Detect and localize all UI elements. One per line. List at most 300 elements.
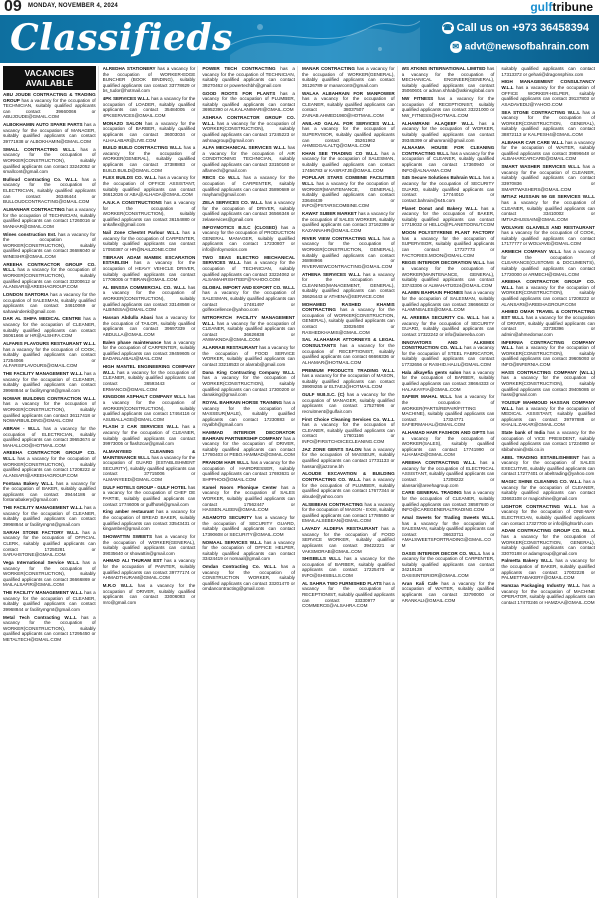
ad-company: HIGH MANTEL ENGINEERING COMPANY W.L.L (102, 364, 196, 375)
classified-columns (3, 66, 597, 898)
ad-text: has a vacancy for the occupation of SALESMAN, suitably qualified applicants can contact 17456783 or KASRATJE@GMAIL.COM (301, 150, 395, 173)
ad-text: has a vacancy for the occupation of CLEANER, suitably qualified applicants can contact 39968844 or facilitymgmt@gmail.com (3, 505, 96, 527)
classified-ad (3, 530, 96, 558)
ad-text: has a vacancy for the occupation of FOOD SERVICE WORKER, suitably qualified applicants can contact 33218533 or alarrab@gmail.com (202, 345, 295, 367)
classified-ad (302, 302, 395, 336)
classified-ad (103, 558, 196, 580)
ad-text: has a vacancy for the occupation of DRIVER, suitably qualified applicants can contact 33738396 or admin@ahmedomar.com (501, 315, 595, 337)
ad-text: has a vacancy for the occupation of CLEANER, suitably qualified applicants can contact 39968844 or facilitymgmt@gmail.com (3, 590, 96, 612)
ad-company: RBCS Co W.L.L (202, 175, 241, 181)
ad-text: has a vacancy for the occupation of CLEANER, suitably qualified applicants can contact 33663108 or magicshine@gmail.com (501, 479, 595, 501)
classified-ad (501, 583, 595, 605)
ad-company: 4PK SERVICES W.L.L (102, 96, 150, 102)
ad-text: has a vacancy for the occupation of COOK, suitably qualified applicants can contact 17254066 or ALFARISFLAVOURS@GMAIL.COM (3, 346, 96, 369)
classified-ad (202, 460, 295, 482)
classified-ad (402, 96, 495, 118)
classified-ad (103, 394, 196, 422)
ad-text: has a vacancy for the occupation of PLUMBER, suitably qualified applicants can contact 36952390 or ALKALANIMARI@GMAIL.COM (202, 90, 295, 113)
ad-text: has a vacancy for the occupation of CLEANER, suitably qualified applicants can contact 38037507 or ZAINAB.AHMED1980@HOTMAIL.COM (301, 96, 395, 118)
ad-company: ROYAL BAHRAIN HORSE TRAINING (202, 399, 283, 405)
ad-text: has a vacancy for the occupation of RECEPTIONIST, suitably qualified applicants can contact 66666336 or ALHAMAR@HOTMAIL.COM (301, 343, 395, 365)
classified-ad (302, 211, 395, 233)
classified-ad (302, 151, 395, 173)
classified-ad (202, 66, 295, 88)
ad-company: NOMAAL SERVICES W.L.L (202, 539, 262, 545)
ad-text: has a vacancy for the occupation of SECURITY GUARD, suitably qualified applicants can contact 17322242 or info@alareeba.com (401, 315, 495, 337)
ad-company: Vega International Service W.L.L (3, 559, 80, 565)
ad-text: has a vacancy for the occupation of SALES EXECUTIVE, suitably qualified applicants can contact 17277401 or abeltrading@yahoo.com (501, 454, 595, 477)
ad-text: has a vacancy for the occupation of BREAD BAKER, suitably qualified applicants can contact 33543431 or kingamber@gmail.com (102, 509, 196, 532)
ad-company: ALBAHAR CAR CARE W.L.L (501, 139, 564, 145)
ad-company: ALMANYEED CLEANING & MAINTENANCE W.L.L (102, 449, 196, 460)
ad-company: TWO SEAS ELECTRO MECHANICAL SERVICES W.L.L (202, 254, 295, 266)
classified-ad (202, 430, 295, 458)
ad-company: SMALL CONTRACTING W.L.L (3, 146, 76, 152)
ad-company: ARMECH COMPANY W.L.L (501, 249, 562, 255)
classified-ad (302, 471, 395, 499)
classified-ad (3, 207, 96, 229)
ad-company: Hala alkayefia gents salon (401, 369, 462, 375)
classified-ad (501, 164, 595, 192)
ad-text: has a vacancy for the occupation of CLEANER, suitably qualified applicants can contact 36061666 or HR@ALSHIFA.COM (3, 316, 96, 339)
masthead-logo (530, 0, 593, 14)
ad-company: Hamzaa Packaging Industry W.L.L (501, 583, 580, 589)
ad-company: SHOWATTIN SWEETS (102, 533, 153, 539)
classified-ad (402, 370, 495, 392)
ad-company: PREMIUM PRODUCTS TRADING W.L.L (301, 367, 395, 373)
ad-text: has a vacancy for the occupation of DRIVER, suitably qualified applicants can contact 33006083 or mro@gmail.com (102, 583, 196, 605)
classified-ad (402, 581, 495, 603)
ad-company: POPULAR STARS COMBINE FACILITIES W.L.L (301, 175, 395, 187)
classified-ad (501, 249, 595, 277)
ad-company: ABEL TRADING ESTABLISHMENT (501, 454, 580, 460)
ad-text: has a vacancy for the occupation of MASSEUR(MALE), suitably qualified applicants can contact 17230883 or royalbh@gmail.com (202, 399, 295, 428)
classified-ad (3, 316, 96, 338)
ad-company: ALFA MECHANICAL SERVICES W.L.L (202, 145, 286, 151)
classified-ad (302, 417, 395, 445)
ad-text: has a vacancy for the occupation of CARPENTER, suitably qualified applicants can contact 17050387 or HR@NAILZONE.COM (102, 230, 196, 252)
classified-ad (3, 147, 96, 175)
ad-company: GULF W.B.S.C. (C) (301, 392, 345, 398)
ad-text: has a vacancy for the occupation of DRIVER, suitably qualified applicants can contact 36566346 or zelaservices@gmail.com (202, 200, 295, 222)
ad-company: FLEX BUILDS CO. W.L.L (102, 175, 157, 181)
ad-company: ALARRAB RESTAURANT (202, 345, 258, 351)
ad-text: suitably qualified applicants can contact 17313372 or gehari@dragonsphinx.com (501, 66, 595, 77)
classified-ad (402, 430, 495, 458)
ad-company: Wines construction Est. (3, 231, 57, 237)
classified-ad (402, 121, 495, 143)
page-header (0, 0, 599, 14)
dateline: MONDAY, NOVEMBER 4, 2024 (28, 3, 118, 9)
ad-text: has a vacancy for the occupation of SUPERVISOR, suitably qualified applicants can contact 35261962 or AHMEDGALALTQ@GMAIL.COM (301, 126, 395, 149)
classified-ad (3, 232, 96, 260)
classified-ad (501, 504, 595, 526)
classified-ad (3, 590, 96, 612)
ad-text: has a vacancy for the occupation of HEAVY VEHICLE DRIVER, suitably qualified applicants can contact 17706005 or TIBRAN@GMAIL.COM (102, 260, 196, 283)
classified-ad (202, 145, 295, 173)
ad-company: INFOYMOTICS B.S.C (CLOSED) (202, 224, 277, 230)
ad-company: ALFARIS FLAVOURS RESTAURANT W.L.L (3, 341, 96, 347)
classified-ad (402, 66, 495, 94)
classified-ad (302, 392, 395, 414)
ad-company: SMART WASHER SERVICES W.L.L (501, 164, 581, 170)
ad-text: has a vacancy for the occupation of WORKER(CONSTRUCTION), suitably qualified applicants can contact 17300200 or danaking@gmail.com (202, 375, 295, 398)
ad-text: has a vacancy for the occupation of WORKER(CONSTRUCTION), suitably qualified applicants can contact 17464116 or ASUBALLAGE@GMAIL.COM (102, 394, 196, 422)
ad-text: has a vacancy for the occupation of WORKER(CONSTRUCTION), suitably qualified applicants can contact 33242052 or smallcont@gmail.com (3, 146, 96, 175)
classifieds-banner (0, 15, 599, 63)
ad-company: Fontana Bakery W.L.L (3, 480, 54, 486)
ad-text: has a vacancy for the occupation of WORKER(MAINTENANCE, GENERAL), suitably qualified applicants can contact 33648439 or INFO@PSTARSCOMBINE.COM (301, 181, 395, 209)
ad-company: ALOUDE EXCAVATION & BUILDING CONTRACTING CO. W.L.L (301, 471, 395, 482)
ad-text: has a vacancy for the occupation of OFFICE ASSISTANT, suitably qualified applicants can contact 36612026 or ABA@ALHADA@GMAIL.COM (102, 175, 196, 198)
column-5 (402, 66, 498, 898)
ad-company: LAVADY ALDEFIA RESTAURANT (301, 526, 378, 532)
classified-ad (103, 583, 196, 605)
ad-company: HAMMAD INTERIOR DECORATOR BAHRAIN PARTNERSHIP COMPANY (202, 430, 295, 441)
contact-email (450, 41, 589, 53)
classified-ad (3, 396, 96, 424)
ad-text: has a vacancy for the occupation of LOADER, suitably qualified applicants can contact 35484005 or 4PKSERVICES@GMAIL.COM (102, 96, 196, 118)
ad-company: DAR AL SHIFA MEDICAL CENTRE (3, 316, 82, 322)
ad-text: has a vacancy for the occupation of ONE-WAY ELECTRICIAN, suitably qualified applicants can contact 17327700 or info@lightorbh.com (501, 503, 595, 526)
page-number: 09 (4, 0, 22, 15)
ad-company: AL BINSSA COMMERCIAL CO. W.L.L (102, 284, 186, 290)
ad-text: has a vacancy for the occupation of CARPENTER, suitably qualified applicants can contact 39459605 or BADANLAIBAU@MAIL.COM (102, 339, 196, 362)
classified-ad (302, 337, 395, 365)
ad-company: First Choice Cleaning Services Co. W.L.L (301, 416, 395, 422)
classified-ad (3, 371, 96, 393)
classified-ad (103, 315, 196, 337)
ad-company: AREEHA CONTRACTOR GROUP CO. W.L.L (501, 279, 595, 290)
ad-text: has a vacancy for the occupation of WORKER(CONSTRUCTION), suitably qualified applicants can contact 36154880 or ankaflex@gmail.com (102, 200, 196, 228)
ad-company: MOON POLYSTYRENE PLANT FACTORY (401, 230, 495, 236)
wave-decoration-icon (230, 15, 420, 63)
classified-ad (103, 175, 196, 197)
ad-company: LONDON SARTORIA (3, 291, 49, 297)
ad-company: Omdan Contracting Co. W.L.L (202, 564, 277, 570)
ad-company: AL AREEBA SECURITY Co. W.L.L (401, 315, 480, 321)
ad-text: has a vacancy for the occupation of CLEANING(MANAGEMENT, GENERAL), suitably qualified applicants can contact 36626443 or ATHENA@SERVICE.COM (301, 271, 395, 299)
ad-text: has a vacancy for the occupation of GUARD (ESTABLISHMENT SECURITY), suitably qualified applicants can contact 37715006 or ALMANYEED@GMAIL.COM (102, 454, 196, 482)
classified-ad (302, 556, 395, 578)
column-6 (501, 66, 597, 898)
column-4 (302, 66, 398, 898)
classified-ad (302, 175, 395, 209)
ad-company: State bank of India (501, 430, 546, 436)
classified-ad (103, 534, 196, 556)
mail-icon: ✉ (450, 41, 462, 53)
ad-text: has a vacancy for the occupation of SALESMAN, suitably qualified applicants can contact 34610069 or sahawindenk@gmail.com (3, 291, 96, 314)
email-text: advt@newsofbahrain.com (464, 41, 589, 53)
ad-text: has a vacancy for the occupation of MEDICAL ASSISTANT, suitably qualified applicants can contact 39797888 or KHALIL.ZAKAR@GMAIL.COM (501, 405, 595, 428)
ad-company: M.R.O W.L.L (102, 583, 133, 589)
classified-ad (103, 509, 196, 531)
ad-text: has a vacancy for the occupation of WORKER(CONSTRUCTION), suitably qualified applicants can contact 17295450 or METALTECH@GMAIL.COM (3, 614, 96, 642)
ad-text: has a vacancy for the occupation of WORKER(GENERAL), suitably qualified applicants can contact 37388883 or BUILD.BUILD@GMAIL.COM (102, 145, 196, 173)
ad-text: has a vacancy for the occupation of WORKER(CONSTRUCTION), suitably qualified applicants can contact 17208222 or ALANSARI@AREEHAGROUP.COM (3, 456, 96, 478)
classified-ad (3, 92, 96, 120)
classified-ad (3, 505, 96, 527)
ad-text: has a vacancy for the occupation of SALESMAN, suitably qualified applicants can contact 17481497 or golfexcellence@yahoo.com (202, 290, 295, 313)
ad-company: ALMANHAR CONTRACTING (3, 207, 65, 213)
column-1 (3, 66, 99, 898)
ad-text: has a vacancy for the occupation of BAKER, suitably qualified applicants can contact 17719032 or HELLO@PLANETDONUT.COM (401, 205, 495, 228)
classified-ad (3, 615, 96, 643)
ad-text: has a vacancy for the occupation of SALES WORKER, suitably qualified applicants can contact 17562447 or HASSEN.ALEEN@GMAIL.COM (202, 484, 295, 513)
ad-text: has a vacancy for the occupation of CLEANER, suitably qualified applicants can contact 36626838 or ANWAKNDA@GMAIL.COM (202, 320, 295, 343)
classified-ad (202, 175, 295, 197)
classified-ad (103, 121, 196, 143)
column-2 (103, 66, 199, 898)
ad-text: has a vacancy for the occupation of MASON - EXSI, suitably qualified applicants can contact 17785550 or EMAILALSEBEAN@GMAIL.COM (301, 501, 395, 524)
ad-text: has a vacancy for the occupation of TECHNICIAN, suitably qualified applicants can contact 17260016 or MANHAR@GMAIL.COM (3, 207, 96, 229)
ad-company: HASS CONTRACTING COMPANY (W.L.L) (501, 369, 595, 375)
ad-company: ALHAMRANI ALAQEEF W.L.L (401, 120, 474, 126)
ad-company: CARE GENERAL TRADING (401, 490, 462, 496)
ad-company: AREEHA CONTRACTING W.L.L (401, 460, 476, 466)
ad-company: TIBRAAN ADAM MAMEK ESCARATION ESTABLISH (102, 254, 196, 266)
ad-text: has a vacancy for the occupation of MANAGER, suitably qualified applicants can contact 17527696 or recruitment@gulfair.com (301, 392, 395, 414)
classified-ad (501, 479, 595, 501)
classified-ad (103, 66, 196, 94)
ad-text: has a vacancy for the occupation of CLEANER, suitably qualified applicants can contact 33410002 or IMTIAZHUSSAIN@GMAIL.COM (501, 200, 595, 222)
ad-company: RIVER VIEW CONTRACTING W.L.L (301, 235, 381, 241)
ad-company: ALREDHA STATIONERY (102, 66, 156, 71)
classified-ad (402, 260, 495, 288)
ad-company: AREEHA CONTRACTOR GROUP CO. W.L.L (3, 261, 96, 273)
ad-text: has a vacancy for the occupation of WORKER-EDGE BUNCHER (BOOK BINDING), suitably qualified applicants can contact 33778629 or bs_tudor@hotmail.com (102, 66, 196, 94)
classified-ad (402, 340, 495, 368)
ad-company: ATHENA SERVICES W.L.L (301, 271, 361, 277)
classified-ad (501, 309, 595, 337)
ad-company: ALAMIN BAHRAIN PHONES (401, 290, 464, 296)
ad-company: ALHAMAD HAIR FASHION AND GIFTS (401, 430, 486, 436)
ad-text: has a vacancy for the occupation of WORKER(CONSTRUCTION), suitably qualified applicants can contact 36117418 or NOWARBUILDING@GMAIL.COM (3, 401, 96, 424)
ad-company: PRANOM HAIR W.L.L (202, 460, 250, 466)
ad-text: has a vacancy for the occupation of MASSEUR, suitably qualified applicants can contact 17731133 or hassan@jazzone.bh (301, 446, 395, 469)
ad-text: has a vacancy for the occupation of MANAGER, suitably qualified applicants can contact 39771938 or ALBOKHAMIN@GMAIL.COM (3, 122, 96, 144)
classified-ad (402, 551, 495, 579)
ad-text: has a vacancy for the occupation of AIR CONDITIONING TECHNICIAN, suitably qualified applicants can contact 33150160 or alfamech@gmail.com (202, 145, 295, 173)
classified-ad (103, 364, 196, 392)
ad-company: WS ATKINS INTERNATIONAL LIMITED (401, 66, 486, 71)
classified-ad (3, 292, 96, 314)
ad-text: has a vacancy for the occupation of HAIRDRESSER, suitably qualified applicants can contact 17693631 or SHPPHOO@GMAIL.COM (202, 460, 295, 482)
classified-ad (202, 564, 295, 592)
ad-text: has a vacancy for the occupation of WORKER(CONSTRUCTION, GENERAL), suitably qualified applicants can contact 36898966 or RIVERVIEWCONTRACTING@GMAIL.COM (301, 235, 395, 269)
ad-company: MONAZO SALON (102, 120, 143, 126)
contact-phone (442, 22, 589, 34)
ad-text: has a vacancy for the occupation of WORKER(SALES), suitably qualified applicants can contact 17741990 or ALHAMAD@GMAIL.COM (401, 430, 495, 458)
classified-ad (3, 177, 96, 205)
classified-ad (3, 560, 96, 588)
ad-text: has a vacancy for the occupation of CLEANER, suitably qualified applicants can contact 17601166 or INFO@FIRSTCHOICECLEANING.COM (301, 422, 395, 445)
ad-company: FLASH 2 CAR SERVICES W.L.L (102, 424, 179, 430)
brand-name: tribune (552, 0, 593, 14)
classified-ad (501, 194, 595, 222)
ad-text: has a vacancy for the occupation of ELECTRICIAN, suitably qualified applicants can contact 39653674 or MAHALLOO@HOTMAIL.COM (3, 425, 96, 448)
classified-ad (3, 262, 96, 290)
ad-company: REGIS INTERIOR DECORATION W.L.L (401, 260, 486, 266)
classified-ad (202, 540, 295, 562)
ad-company: NOWAR BUILDING CONTRACTION W.L.L (3, 395, 96, 401)
classified-ad (3, 341, 96, 369)
ad-text: has a vacancy for the occupation of WORKER(CONSTRUCTION), suitably qualified applicants can contact 39605093 or INFO@INFERNIA.COM (501, 345, 595, 367)
ad-text: has a vacancy for the occupation of RECEPTIONIST, suitably qualified applicants can contact 33330977 or COMMERCE@ALSAHRA.COM (301, 580, 395, 609)
ad-text: has a vacancy for the occupation of CLEANER, suitably qualified applicants can contact 36587840 or INFO@CAREGENERALTRADING.COM (401, 490, 495, 513)
ad-company: WOLVAVE GLAIVELS AND RESTAURANT (501, 224, 595, 230)
ad-company: LIGHTOR CONTRACTING W.L.L (501, 503, 577, 509)
ad-company: THE FACILITY MANAGEMENT W.L.L (3, 590, 83, 596)
classified-ad (501, 370, 595, 398)
ad-text: has a vacancy for the occupation of OFFICE HELPER, suitably qualified applicants can contact 33424419 or nomaal@gmail.com (202, 539, 295, 562)
ad-company: KINGDOM ASPHALT COMPANY W.L.L (102, 394, 187, 400)
ad-company: INFERNIA CONTRACTING COMPANY W.L.L (501, 339, 595, 351)
classified-ad (103, 285, 196, 313)
ad-text: has a vacancy for the occupation of WORKER(CONSTRUCTION), suitably qualified applicants can contact 33148568 or ALBINSSA@GMAIL.COM (102, 284, 196, 313)
ad-text: has a vacancy for the occupation of SALESMAN, suitably qualified applicants can contact 36666632 or ALAMINSALES@GMAIL.COM (401, 290, 495, 313)
ad-text: has a vacancy for the occupation of ELECTRICIAN, suitably qualified applicants can contact 36346444 or BULLOUDCONTRACTING@GMAIL.COM (3, 176, 96, 205)
ad-text: has a vacancy for the occupation of CARPENTER, suitably qualified applicants can contact 34219128 or OASISINTERIOR@GMAIL.COM (401, 550, 495, 579)
ad-text: has a vacancy for the occupation of VICE PRESIDENT, suitably qualified applicants can contact 17224880 or sbibahrain@sbi.co.in (501, 430, 595, 452)
classified-ad (501, 558, 595, 580)
ad-text: has a vacancy for the occupation of CLEANER, suitably qualified applicants can contact 39973005 or flash2car@gmail.com (102, 424, 196, 447)
ad-company: IMTIAZ HUSSAIN 59 GE SERVICES W.L.L (501, 194, 595, 200)
phone-icon: ☎ (442, 23, 453, 33)
ad-text: has a vacancy for the occupation of WORKER(CONSTRUCTION), suitably qualified applicants can contact 36686040 or WINESHR@GMAIL.COM (3, 231, 96, 259)
ad-company: Nail Zone Chestnt Parlour W.L.L (102, 230, 180, 236)
ad-text: has a vacancy for the occupation of WORKER(MAINTENANCE, GENERAL), suitably qualified applicants can contact 33743306 or ALWAHATI2024@GMAIL.COM (401, 260, 495, 288)
classified-ad (402, 515, 495, 549)
ad-text: has a vacancy for the occupation of COOK, suitably qualified applicants can contact 17177777 or WOLVAVE@GMAIL.COM (501, 230, 595, 247)
classified-ad (402, 315, 495, 337)
classified-ad (103, 96, 196, 118)
column-3 (202, 66, 298, 898)
ad-company: GOOD ROOTS FOR PLANTS (202, 90, 276, 96)
ad-text: has a vacancy for the occupation of MACHINE OPERATOR, suitably qualified applicants can contact 17470246 or HAMZAA@GMAIL.COM (501, 583, 595, 605)
ad-text: has a vacancy for the occupation of PAINTER, suitably qualified applicants can contact 39777174 or AHMADTHURAM@GMAIL.COM (102, 558, 196, 581)
classified-ad (501, 430, 595, 452)
ad-text: has a vacancy for the occupation of WORKER(GENERAL), suitably qualified applicants can contact 39035640 or showattin@gmail.com (102, 533, 196, 556)
classified-ad (501, 110, 595, 138)
classified-ad (3, 122, 96, 144)
ad-company: INNOVATORS AND ALKEMIX CONSTRUCTION CO. W.L.L (401, 339, 495, 351)
ad-company: THE FACILITY MANAGEMENT W.L.L (3, 371, 83, 377)
ad-company: King amber restaurant (102, 509, 154, 515)
ad-company: Aran Kali Cafe (401, 580, 438, 586)
classified-ad (103, 485, 196, 507)
ad-company: NITROPATCH FACILITY MANAGEMENT W.L.L (202, 315, 295, 326)
ad-text: has a vacancy for the occupation of SALESMAN, suitably qualified applicants can contact 36633711 or AMALSWEETSFORTRADING@GMAIL.COM (401, 520, 495, 548)
ad-company: GULF HOTELS GROUP - GULF HOTEL (102, 484, 187, 490)
classified-ad (501, 79, 595, 107)
classified-ad (501, 528, 595, 556)
ad-company: HIGH MANAGEMENT CONSULTANCY W.L.L (501, 79, 595, 90)
ad-text: has a vacancy for the occupation of STEEL FABRICATOR, suitably qualified applicants can contact 17732656 or RASHID.HALIL@GMAIL.COM (401, 345, 495, 367)
ad-text: has a vacancy for the occupation of CLEARANCE(CUSTOMS & DOCUMENTS), suitably qualified applicants can contact 17720000 or ARMECH@GMAIL.COM (501, 249, 595, 277)
ad-text: has a vacancy for the occupation of WORKER(CONSTRUCTION), suitably qualified applicants can contact 33200612 or ALANSARI@AREEHAGROUP.COM (3, 267, 96, 290)
ad-text: has a vacancy for the occupation of CLEANER, suitably qualified applicants can contact 17360940 or INFO@ALNAAMA.COM (401, 150, 495, 173)
ad-company: ALNAAMA HOUSE FOR CLEANING CONTRACTING W.L.L (401, 145, 495, 156)
ad-text: has a vacancy for the occupation of CLEANER, suitably qualified applicants can contact 39968844 or facilitymgmt@gmail.com (3, 371, 96, 393)
ad-company: KAWAT SUBER MARKET (301, 211, 357, 217)
classified-ad (202, 225, 295, 253)
phone-text: Call us on +973 36458394 (456, 22, 589, 34)
ad-text: has a vacancy for the occupation of WAITER, suitably qualified applicants can contact 33790000 or ARANKALI@GMAIL.COM (401, 580, 495, 603)
ad-text: has a vacancy for the occupation of WORKER(CONSTRUCTION, GENERAL), suitably qualified applicants can contact 33026408 or RASHEDKHAMIS@GMAIL.COM (301, 307, 395, 335)
classified-ad (202, 345, 295, 367)
ad-text: has a vacancy for the occupation of MECHANICAL ENGINEER(GENERAL), suitably qualified applicants can contact 35060601 or adnan.shhab@atkinsglobal.com (401, 66, 495, 94)
classified-ad (402, 206, 495, 228)
ad-text: has a vacancy for the occupation of PLUMBER, suitably qualified applicants can contact 17677344 or aloude@yahoo.com (301, 477, 395, 499)
classified-ad (302, 447, 395, 469)
ad-company: ADAM CONTRACTING GROUP CO. W.L.L (501, 528, 595, 534)
classified-ad (302, 502, 395, 524)
classified-ad (402, 460, 495, 488)
classified-ad (501, 400, 595, 428)
classified-ad (3, 481, 96, 503)
ad-text: has a vacancy for the occupation of CHEF DE PARTIE, suitably qualified applicants can contact 17746006 or gulfhotel@gmail.com (102, 484, 196, 507)
ad-company: S45 Secure Solutions Bahrain W.L.L (401, 175, 482, 181)
classified-ad (402, 230, 495, 258)
ad-company: MANAR CONTRACTING (301, 66, 355, 71)
ad-text: has a vacancy for the occupation of FOOD SERVICE WORKER, suitably qualified applicants can contact 39422221 or VAKSMORAB@GMAIL.COM (301, 526, 395, 554)
ad-text: has a vacancy for the occupation of WORKER(CONSTRUCTION, GENERAL), suitably qualified applicants can contact 38872113 or KALPESH4@GMAIL.COM (501, 109, 595, 137)
ad-company: AHMED OMAR TRAVEL & CONTRACTING EST W.L.L (501, 309, 595, 321)
ad-company: YOUSUF MAHMOUD HASSAN COMPANY W.L.L (501, 399, 595, 411)
classified-ad (202, 400, 295, 428)
classified-ad (302, 66, 395, 88)
ad-company: SARAH STONE FACTORY W.L.L (3, 529, 79, 535)
ad-text: has a vacancy for the occupation of WORKER(CONSTRUCTION), suitably qualified applicants can contact 36666869 or MAILALSAFIR@GMAIL.COM (3, 559, 96, 588)
ad-company: ABRAH - W.L.L (3, 425, 41, 431)
ad-text: has a vacancy for the occupation of BARBER, suitably qualified applicants can contact 38664333 or HALAKAYFIA@GMAIL.COM (401, 369, 495, 392)
ad-text: has a vacancy for the occupation of TECHNICIAN, suitably qualified applicants can contact 33224062 or ALSAMAHRISHTEEF@YAHOO.COM (202, 260, 295, 283)
ad-text: has a vacancy for the occupation of TECHNICIAN, suitably qualified applicants can contact 39270462 or powertechbh@gmail.com (202, 66, 295, 88)
ad-company: SAL ALAHAMAR ATTORNEYS & LEGAL CONSULTANTS (301, 337, 395, 348)
classified-ad (402, 145, 495, 173)
ad-text: has a vacancy for the occupation of BAKER, suitably qualified applicants can contact 39444186 or fontanabakery@gmail.com (3, 480, 96, 503)
ad-company: ASHRAA CONTRACTOR GROUP CO. W.L.L (202, 115, 295, 126)
ad-company: NW FITNESS (401, 96, 434, 102)
ad-company: BUILD BUILD CONTRACTING W.L.L (102, 145, 182, 151)
ad-company: MOHAMED RASHED KHAMIS CONTRACTING (301, 301, 395, 313)
classified-ad (302, 236, 395, 270)
ad-text: has a vacancy for the occupation of CLEANER, suitably qualified applicants can contact 36593443 or ERMANCO@GMAIL.COM (102, 369, 196, 392)
ad-company: KHAN SEE TRADING CO W.L.L (301, 150, 378, 156)
classified-ad (202, 115, 295, 143)
ad-text: has a vacancy for the occupation of BARBER, suitably qualified applicants can contact 17225470 or INFO@SHISBILLS.COM (301, 556, 395, 579)
ad-text: has a vacancy for the occupation of TAILOR, suitably qualified applicants can contact 39697339 or ABDULLA@GMAIL.COM (102, 315, 196, 337)
ad-text: has a vacancy for the occupation of RECEPTIONIST, suitably qualified applicants can contact 33221000 or NW_FITNESS@HOTMAIL.COM (401, 96, 495, 118)
ad-company: AHMAD ALI THURAM EST (102, 558, 163, 564)
ad-company: ABU JOUDE CONTRACTING & TRADING GROUP (3, 92, 96, 103)
ad-company: Hassan Abdulla Abasi (102, 315, 154, 321)
ad-text: has a vacancy for the occupation of MASON, suitably qualified applicants can contact 39909255 or ELTAEJ@HOTMAIL.COM (301, 373, 395, 390)
classified-ad (501, 66, 595, 77)
classified-ad (3, 426, 96, 448)
ad-text: has a vacancy for the occupation of SALES WORKER, suitably qualified applicants can contact 37162399 or KAZANNAHR@GMAIL.COM (301, 211, 395, 233)
ad-text: has a vacancy for the occupation of WORKER(PARTS/REPAIR/FITTING MACHINE), suitably qualified applicants can contact 17324771 or SAFIERMAHAL@GMAIL.COM (401, 394, 495, 428)
classified-ad (3, 450, 96, 478)
ad-text: has a vacancy for the occupation of SUPERVISOR, suitably qualified applicants can contact 17727773 or FACTORIES.MOON@GMAIL.COM (401, 235, 495, 258)
classified-ad (202, 255, 295, 283)
ad-company: Balen phase maintenance (102, 339, 162, 345)
ad-text: has a vacancy for the occupation of CARPENTER, suitably qualified applicants can contact 35890689 or mayham@gmail.com (202, 175, 295, 198)
ad-text: has a vacancy for the occupation of OFFICIAL CLERK, suitably qualified applicants can contact 17250281 or SARAHSTONE@GMAIL.COM (3, 529, 96, 558)
ad-company: POWER TECH CONTRACTING (202, 66, 276, 71)
classified-ad (402, 175, 495, 203)
